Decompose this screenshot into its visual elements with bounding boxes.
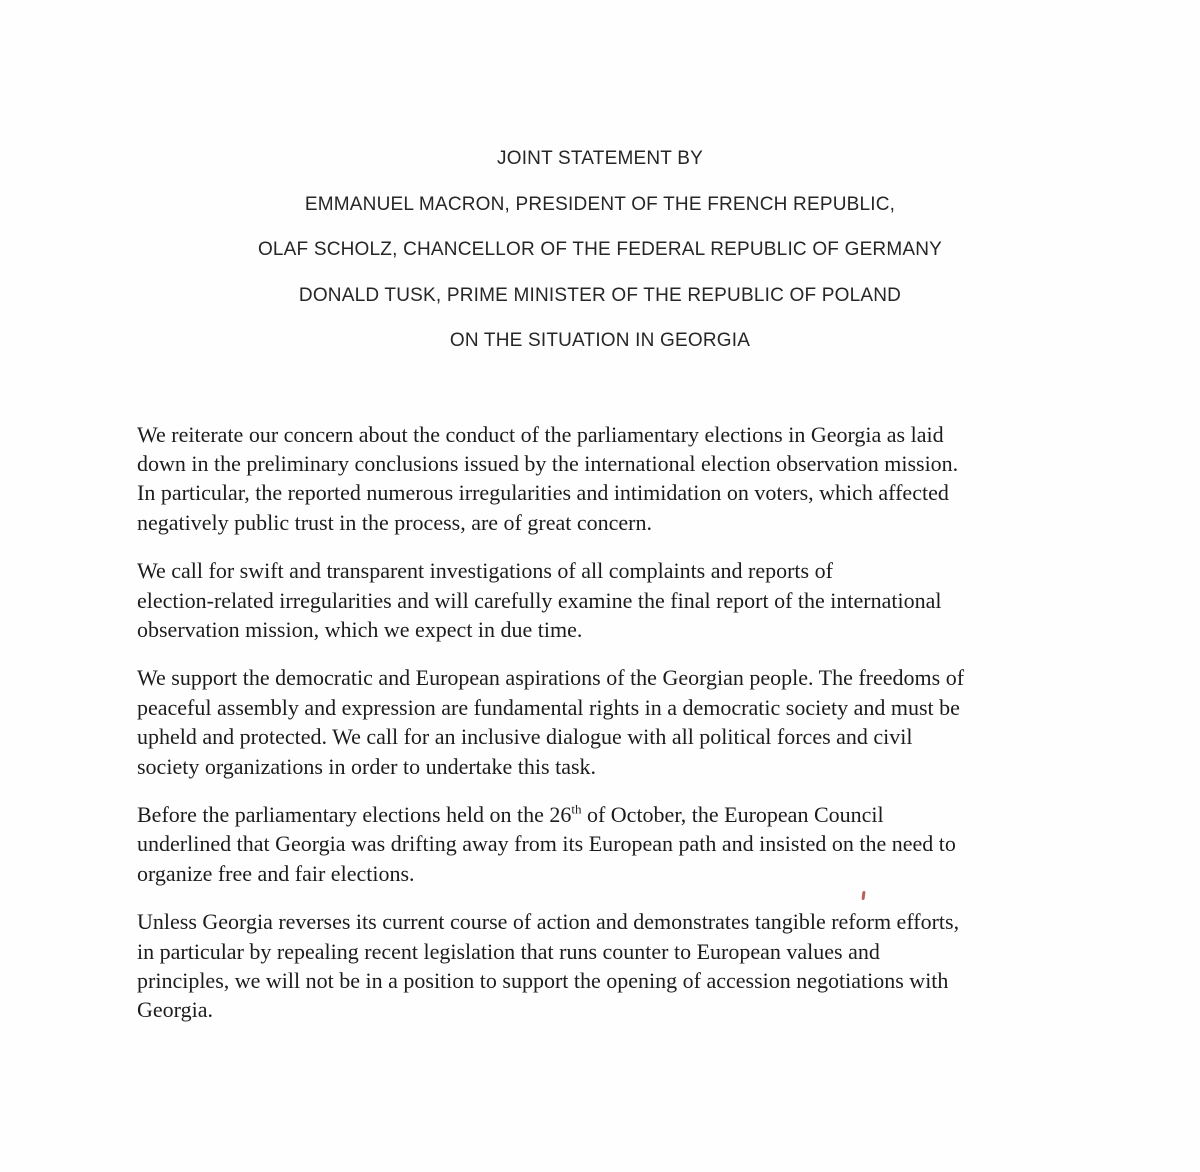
text-line: We reiterate our concern about the conduct of the parliamentary elections in Georgia as laid [137,421,944,447]
header-line-subject: ON THE SITUATION IN GEORGIA [449,330,751,351]
text-line: principles, we will not be in a position to support the opening of accession negotiations with [137,968,949,993]
text-line: Unless Georgia reverses its current course of action and demonstrates tangible reform efforts, [137,909,960,935]
paragraph-accession-warning [137,907,1067,1025]
text-line: organize free and fair elections. [137,860,415,886]
header-line-tusk: DONALD TUSK, PRIME MINISTER OF THE REPUBLIC OF POLAND [298,284,902,306]
text-line: down in the preliminary conclusions issued by the international election observation mission. [137,450,959,476]
ordinal-superscript: th [571,801,582,817]
text-line: peaceful assembly and expression are fundamental rights in a democratic society and must be [137,694,960,720]
header-line-macron: EMMANUEL MACRON, PRESIDENT OF THE FRENCH REPUBLIC, [304,193,896,215]
text-line: We call for swift and transparent investigations of all complaints and reports of [137,558,833,584]
text-line: negatively public trust in the process, are of great concern. [137,509,652,535]
text-line: underlined that Georgia was drifting away from its European path and insisted on the need to [137,831,956,857]
text-segment: Before the parliamentary elections held on the 26 [137,801,572,827]
text-line: election-related irregularities and will carefully examine the final report of the international [137,587,942,613]
text-line: We support the democratic and European aspirations of the Georgian people. The freedoms of [137,665,965,691]
header-line-title: JOINT STATEMENT BY [497,148,703,169]
paragraph-elections-concern [137,420,1067,538]
text-line: observation mission, which we expect in due time. [137,616,583,642]
text-segment: of October, the European Council [581,801,884,827]
text-line: In particular, the reported numerous irregularities and intimidation on voters, which affected [137,480,949,506]
document-header [0,0,1200,364]
document-body [137,420,1067,1025]
paragraph-aspirations [137,663,1067,781]
text-line: in particular by repealing recent legislation that runs counter to European values and [137,938,880,964]
text-line: Georgia. [137,997,213,1023]
text-line [137,800,1067,829]
header-line-scholz: OLAF SCHOLZ, CHANCELLOR OF THE FEDERAL REPUBLIC OF GERMANY [257,239,943,260]
paragraph-european-council [137,800,1067,888]
text-line: upheld and protected. We call for an inclusive dialogue with all political forces and civil [137,724,913,750]
text-line: society organizations in order to undertake this task. [137,753,597,779]
paragraph-investigations [137,556,1067,644]
